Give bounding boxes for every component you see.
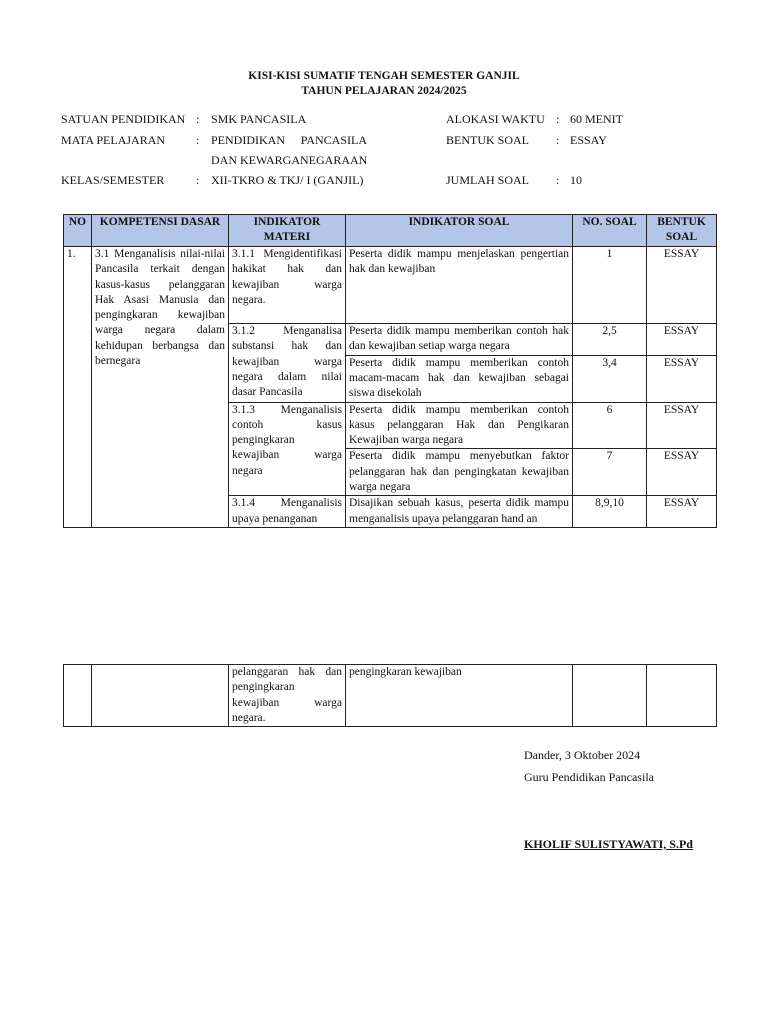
bentuk-soal-cell: ESSAY [647,324,717,356]
no-soal-cell: 7 [573,449,647,496]
bentuk-soal-cell: ESSAY [647,247,717,324]
header-indikator-materi: INDIKATOR MATERI [229,215,346,247]
no-soal-cell: 8,9,10 [573,496,647,528]
jumlah-label: JUMLAH SOAL [446,173,530,187]
colon: : [556,112,560,126]
row-number-empty [64,665,92,727]
indikator-materi-cell: 3.1.4 Menganalisis upaya penanganan [229,496,346,528]
bentuk-value: ESSAY [570,133,607,147]
indikator-soal-cell: Peserta didik mampu memberikan contoh hak dan kewajiban setiap warga negara [346,324,573,356]
satuan-value: SMK PANCASILA [211,112,307,126]
header-no: NO [64,215,92,247]
bentuk-soal-empty [647,665,717,727]
alokasi-value: 60 MENIT [570,112,623,126]
indikator-soal-cell: Peserta didik mampu menjelaskan pengertian hak dan kewajiban [346,247,573,324]
mapel-value-line2: DAN KEWARGANEGARAAN [211,153,368,167]
colon: : [556,133,560,147]
indikator-materi-cell: 3.1.3 Menganalisis contoh kasus pengingkaran kewajiban warga negara [229,402,346,496]
indikator-soal-cell: pengingkaran kewajiban [346,665,573,727]
indikator-soal-cell: Disajikan sebuah kasus, peserta didik mampu menganalisis upaya pelanggaran hand an [346,496,573,528]
colon: : [556,173,560,187]
no-soal-cell: 3,4 [573,355,647,402]
kisi-kisi-table-continuation [63,664,717,727]
row-number: 1. [64,247,92,528]
indikator-materi-cell: 3.1.2 Menganalisa substansi hak dan kewajiban warga negara dalam nilai dasar Pancasila [229,324,346,403]
signer-role: Guru Pendidikan Pancasila [524,770,654,784]
table-row [64,247,717,324]
document-title: KISI-KISI SUMATIF TENGAH SEMESTER GANJIL [248,70,520,82]
colon: : [196,173,200,187]
kompetensi-dasar-empty [92,665,229,727]
colon: : [196,133,200,147]
kisi-kisi-table [63,214,717,528]
mapel-value-line1: PENDIDIKAN PANCASILA [211,133,367,147]
signer-name: KHOLIF SULISTYAWATI, S.Pd [524,837,693,851]
no-soal-cell: 2,5 [573,324,647,356]
satuan-label: SATUAN PENDIDIKAN [61,112,186,126]
no-soal-cell: 1 [573,247,647,324]
indikator-materi-cell: 3.1.1 Mengidentifikasi hakikat hak dan kewajiban warga negara. [229,247,346,324]
no-soal-empty [573,665,647,727]
alokasi-label: ALOKASI WAKTU [446,112,545,126]
indikator-soal-cell: Peserta didik mampu memberikan contoh kasus pelanggaran Hak dan Pengikaran Kewajiban warga negara [346,402,573,449]
indikator-soal-cell: Peserta didik mampu memberikan contoh macam-macam hak dan kewajiban sebagai siswa disekolah [346,355,573,402]
bentuk-soal-cell: ESSAY [647,402,717,449]
table-header-row [64,215,717,247]
jumlah-value: 10 [570,173,582,187]
bentuk-soal-cell: ESSAY [647,355,717,402]
header-no-soal: NO. SOAL [573,215,647,247]
colon: : [196,112,200,126]
indikator-materi-cell: pelanggaran hak dan pengingkaran kewajiban warga negara. [229,665,346,727]
header-kompetensi-dasar: KOMPETENSI DASAR [92,215,229,247]
kelas-label: KELAS/SEMESTER [61,173,165,187]
table-row [64,665,717,727]
no-soal-cell: 6 [573,402,647,449]
indikator-soal-cell: Peserta didik mampu menyebutkan faktor pelanggaran hak dan pengingkatan kewajiban warga negara [346,449,573,496]
header-indikator-soal: INDIKATOR SOAL [346,215,573,247]
document-subtitle: TAHUN PELAJARAN 2024/2025 [301,85,467,97]
kelas-value: XII-TKRO & TKJ/ I (GANJIL) [211,173,364,187]
header-bentuk-soal: BENTUK SOAL [647,215,717,247]
kompetensi-dasar-cell: 3.1 Menganalisis nilai-nilai Pancasila terkait dengan kasus-kasus pelanggaran Hak Asasi Manusia dan pengingkaran kewajiban warga negara dalam kehidupan berbangsa dan bernegara [92,247,229,528]
place-date: Dander, 3 Oktober 2024 [524,748,641,762]
bentuk-label: BENTUK SOAL [446,133,529,147]
mapel-label: MATA PELAJARAN [61,133,166,147]
bentuk-soal-cell: ESSAY [647,449,717,496]
bentuk-soal-cell: ESSAY [647,496,717,528]
